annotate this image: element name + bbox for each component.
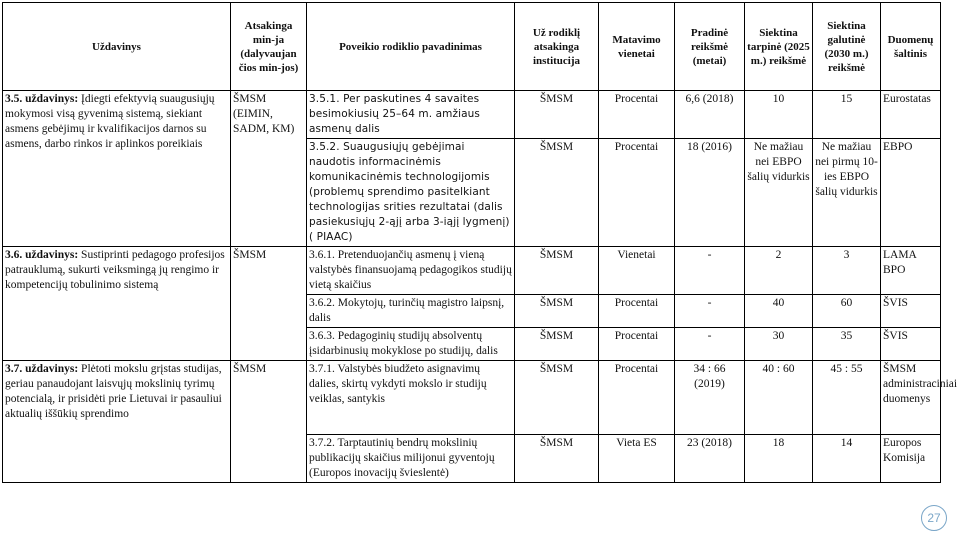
institution-cell: ŠMSM bbox=[515, 361, 599, 435]
header-goal: Uždavinys bbox=[3, 3, 231, 91]
indicator-table bbox=[2, 2, 958, 483]
source-cell: LAMA BPO bbox=[881, 247, 941, 295]
source-cell: ŠVIS bbox=[881, 295, 941, 328]
header-unit: Matavimo vienetai bbox=[599, 3, 675, 91]
baseline-cell: - bbox=[675, 328, 745, 361]
unit-cell: Procentai bbox=[599, 91, 675, 139]
indicator-name: 3.6.2. Mokytojų, turinčių magistro laipsnį, dalis bbox=[307, 295, 515, 328]
header-ministry: Atsakinga min-ja (dalyvaujan čios min-jos) bbox=[231, 3, 307, 91]
interim-cell: 2 bbox=[745, 247, 813, 295]
unit-cell: Vieta ES bbox=[599, 435, 675, 483]
final-cell: 60 bbox=[813, 295, 881, 328]
interim-cell: 18 bbox=[745, 435, 813, 483]
goal-text: Plėtoti mokslu grįstas studijas, geriau panaudojant laisvųjų mokslinių tyrimų potencialą, ir prisidėti prie Lietuvai ir pasauliui aktualių iššūkių sprendimo bbox=[5, 363, 222, 420]
unit-cell: Procentai bbox=[599, 328, 675, 361]
source-cell: Eurostatas bbox=[881, 91, 941, 139]
unit-cell: Procentai bbox=[599, 295, 675, 328]
interim-cell: 40 bbox=[745, 295, 813, 328]
interim-cell: 30 bbox=[745, 328, 813, 361]
goal-label: 3.7. uždavinys: bbox=[5, 363, 79, 375]
page-number: 27 bbox=[921, 505, 947, 531]
header-source: Duomenų šaltinis bbox=[881, 3, 941, 91]
table-row bbox=[3, 91, 941, 139]
institution-cell: ŠMSM bbox=[515, 247, 599, 295]
goal-text: Įdiegti efektyvią suaugusiųjų mokymosi visą gyvenimą sistemą, siekiant asmens gebėjimų ir kvalifikacijos darnos su asmens, darbo rinkos ir aplinkos poreikiais bbox=[5, 93, 215, 150]
source-cell: EBPO bbox=[881, 139, 941, 247]
goal-label: 3.5. uždavinys: bbox=[5, 93, 79, 105]
goal-label: 3.6. uždavinys: bbox=[5, 249, 79, 261]
institution-cell: ŠMSM bbox=[515, 328, 599, 361]
baseline-cell: 18 (2016) bbox=[675, 139, 745, 247]
header-final: Siektina galutinė (2030 m.) reikšmė bbox=[813, 3, 881, 91]
interim-cell: 40 : 60 bbox=[745, 361, 813, 435]
goal-cell bbox=[3, 91, 231, 247]
indicator-name: 3.6.1. Pretenduojančių asmenų į vieną valstybės finansuojamą pedagogikos studijų vietą skaičius bbox=[307, 247, 515, 295]
ministry-cell: ŠMSM bbox=[231, 361, 307, 483]
final-cell: Ne mažiau nei pirmų 10-ies EBPO šalių vidurkis bbox=[813, 139, 881, 247]
goal-text: Sustiprinti pedagogo profesijos patrauklumą, sukurti veiksmingą jų rengimo ir kompetencijų tobulinimo sistemą bbox=[5, 249, 225, 291]
final-cell: 15 bbox=[813, 91, 881, 139]
baseline-cell: 34 : 66 (2019) bbox=[675, 361, 745, 435]
institution-cell: ŠMSM bbox=[515, 139, 599, 247]
final-cell: 14 bbox=[813, 435, 881, 483]
source-cell: ŠMSM administraciniai duomenys bbox=[881, 361, 941, 435]
indicator-name: 3.5.2. Suaugusiųjų gebėjimai naudotis informacinėmis komunikacinėmis technologijomis (problemų sprendimo pasitelkiant technologijas srities rezultatai (dalis pasiekusiųjų 2-ąjį arba 3-iąjį lygmenį) ( PIAAC) bbox=[307, 139, 515, 247]
institution-cell: ŠMSM bbox=[515, 91, 599, 139]
interim-cell: Ne mažiau nei EBPO šalių vidurkis bbox=[745, 139, 813, 247]
ministry-cell: ŠMSM (EIMIN, SADM, KM) bbox=[231, 91, 307, 247]
header-indicator: Poveikio rodiklio pavadinimas bbox=[307, 3, 515, 91]
institution-cell: ŠMSM bbox=[515, 435, 599, 483]
baseline-cell: - bbox=[675, 295, 745, 328]
indicator-name: 3.6.3. Pedagoginių studijų absolventų įsidarbinusių mokyklose po studijų, dalis bbox=[307, 328, 515, 361]
goal-cell bbox=[3, 361, 231, 483]
source-cell: Europos Komisija bbox=[881, 435, 941, 483]
source-cell: ŠVIS bbox=[881, 328, 941, 361]
header-interim: Siektina tarpinė (2025 m.) reikšmė bbox=[745, 3, 813, 91]
table-row bbox=[3, 247, 941, 295]
table-row bbox=[3, 361, 941, 435]
indicator-name: 3.7.2. Tarptautinių bendrų mokslinių publikacijų skaičius milijonui gyventojų (Europos inovacijų švieslentė) bbox=[307, 435, 515, 483]
baseline-cell: 6,6 (2018) bbox=[675, 91, 745, 139]
interim-cell: 10 bbox=[745, 91, 813, 139]
final-cell: 35 bbox=[813, 328, 881, 361]
unit-cell: Vienetai bbox=[599, 247, 675, 295]
header-row bbox=[3, 3, 941, 91]
final-cell: 45 : 55 bbox=[813, 361, 881, 435]
indicator-name: 3.5.1. Per paskutines 4 savaites besimokiusių 25–64 m. amžiaus asmenų dalis bbox=[307, 91, 515, 139]
institution-cell: ŠMSM bbox=[515, 295, 599, 328]
ministry-cell: ŠMSM bbox=[231, 247, 307, 361]
indicator-name: 3.7.1. Valstybės biudžeto asignavimų dalies, skirtų vykdyti mokslo ir studijų veiklas, santykis bbox=[307, 361, 515, 435]
header-baseline: Pradinė reikšmė (metai) bbox=[675, 3, 745, 91]
unit-cell: Procentai bbox=[599, 139, 675, 247]
unit-cell: Procentai bbox=[599, 361, 675, 435]
goal-cell bbox=[3, 247, 231, 361]
baseline-cell: - bbox=[675, 247, 745, 295]
baseline-cell: 23 (2018) bbox=[675, 435, 745, 483]
header-institution: Už rodiklį atsakinga institucija bbox=[515, 3, 599, 91]
final-cell: 3 bbox=[813, 247, 881, 295]
